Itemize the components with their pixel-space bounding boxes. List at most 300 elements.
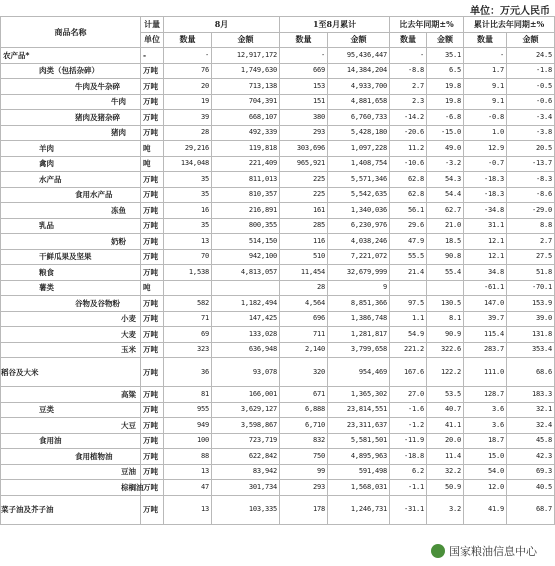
value-cell: 320 (280, 358, 328, 387)
table-row (1, 480, 555, 496)
value-cell: 5,428,180 (328, 125, 390, 141)
value-cell: 128.7 (464, 387, 507, 403)
value-cell: -1.1 (390, 480, 427, 496)
unit-cell: 万吨 (141, 418, 164, 434)
value-cell: 1,182,494 (212, 296, 280, 312)
table-row (1, 311, 555, 327)
value-cell: -6.8 (427, 110, 464, 126)
value-cell: 954,469 (328, 358, 390, 387)
commodity-name: 食用油 (1, 433, 141, 449)
unit-cell: 万吨 (141, 110, 164, 126)
value-cell: 54.9 (390, 327, 427, 343)
table-row (1, 172, 555, 188)
value-cell: -1.2 (390, 418, 427, 434)
value-cell: 4,895,963 (328, 449, 390, 465)
value-cell: - (164, 48, 212, 64)
value-cell: 99 (280, 464, 328, 480)
value-cell: 54.3 (427, 172, 464, 188)
value-cell: 116 (280, 234, 328, 250)
value-cell (390, 280, 427, 296)
table-row (1, 141, 555, 157)
value-cell: 811,013 (212, 172, 280, 188)
value-cell: 29,216 (164, 141, 212, 157)
value-cell: -18.8 (390, 449, 427, 465)
value-cell: 1,340,036 (328, 203, 390, 219)
unit-cell: 吨 (141, 141, 164, 157)
value-cell: 55.5 (390, 249, 427, 265)
value-cell: 1,568,031 (328, 480, 390, 496)
value-cell: -3.8 (507, 125, 555, 141)
value-cell: 62.8 (390, 187, 427, 203)
header-amt: 金额 (328, 32, 390, 48)
value-cell: 303,696 (280, 141, 328, 157)
table-row (1, 63, 555, 79)
value-cell: 81 (164, 387, 212, 403)
header-month: 8月 (164, 17, 280, 33)
commodity-name: 菜子油及芥子油 (1, 495, 141, 524)
commodity-name: 肉类（包括杂碎） (1, 63, 141, 79)
value-cell: 11.2 (390, 141, 427, 157)
value-cell: 16 (164, 203, 212, 219)
commodity-name: 豆油 (1, 464, 141, 480)
header-name: 商品名称 (1, 17, 141, 48)
value-cell: 6,760,733 (328, 110, 390, 126)
value-cell: 42.3 (507, 449, 555, 465)
value-cell: 1,281,817 (328, 327, 390, 343)
value-cell: 6,888 (280, 402, 328, 418)
value-cell: -13.7 (507, 156, 555, 172)
value-cell: 669 (280, 63, 328, 79)
value-cell: 221.2 (390, 342, 427, 358)
value-cell: 2.3 (390, 94, 427, 110)
value-cell: 40.5 (507, 480, 555, 496)
value-cell: 103,335 (212, 495, 280, 524)
unit-cell: 万吨 (141, 172, 164, 188)
value-cell: 39 (164, 110, 212, 126)
table-row (1, 249, 555, 265)
value-cell: 19 (164, 94, 212, 110)
value-cell: 4,038,246 (328, 234, 390, 250)
unit-cell: 万吨 (141, 311, 164, 327)
value-cell: 1.0 (464, 125, 507, 141)
commodity-name: 薯类 (1, 280, 141, 296)
value-cell: 6,710 (280, 418, 328, 434)
value-cell: 35 (164, 187, 212, 203)
value-cell: 3,799,658 (328, 342, 390, 358)
value-cell: 668,107 (212, 110, 280, 126)
table-row (1, 387, 555, 403)
value-cell: 122.2 (427, 358, 464, 387)
value-cell: 69 (164, 327, 212, 343)
table-row (1, 433, 555, 449)
value-cell: 12.9 (464, 141, 507, 157)
value-cell: 115.4 (464, 327, 507, 343)
value-cell: 2.7 (390, 79, 427, 95)
table-row (1, 48, 555, 64)
value-cell: 19.8 (427, 79, 464, 95)
value-cell: 35.1 (427, 48, 464, 64)
table-row (1, 125, 555, 141)
value-cell: 47.9 (390, 234, 427, 250)
value-cell: - (464, 48, 507, 64)
commodity-name: 干鲜瓜果及坚果 (1, 249, 141, 265)
commodity-name: 豆类 (1, 402, 141, 418)
header-qty: 数量 (464, 32, 507, 48)
value-cell: 591,498 (328, 464, 390, 480)
value-cell (212, 280, 280, 296)
value-cell: 21.0 (427, 218, 464, 234)
value-cell: 3.2 (427, 495, 464, 524)
value-cell: 9.1 (464, 94, 507, 110)
unit-cell: 万吨 (141, 327, 164, 343)
value-cell: 62.8 (390, 172, 427, 188)
unit-cell: 吨 (141, 156, 164, 172)
value-cell: 492,339 (212, 125, 280, 141)
table-row (1, 187, 555, 203)
commodity-name: 谷物及谷物粉 (1, 296, 141, 312)
value-cell: 11.4 (427, 449, 464, 465)
value-cell: -18.3 (464, 187, 507, 203)
value-cell: -1.6 (390, 402, 427, 418)
value-cell: 955 (164, 402, 212, 418)
header-amt: 金额 (427, 32, 464, 48)
table-row (1, 358, 555, 387)
value-cell: 293 (280, 480, 328, 496)
value-cell: 19.8 (427, 94, 464, 110)
value-cell: 2,140 (280, 342, 328, 358)
value-cell: 5,542,635 (328, 187, 390, 203)
table-row (1, 156, 555, 172)
header-unit-bottom: 单位 (141, 32, 164, 48)
value-cell: 8.1 (427, 311, 464, 327)
value-cell: 221,409 (212, 156, 280, 172)
value-cell: 9 (328, 280, 390, 296)
value-cell: -31.1 (390, 495, 427, 524)
value-cell: -3.4 (507, 110, 555, 126)
value-cell: 810,357 (212, 187, 280, 203)
header-ytd: 1至8月累计 (280, 17, 390, 33)
value-cell: 380 (280, 110, 328, 126)
header-ytd-yoy: 累计比去年同期±% (464, 17, 555, 33)
header-qty: 数量 (280, 32, 328, 48)
value-cell: 1,246,731 (328, 495, 390, 524)
value-cell: 183.3 (507, 387, 555, 403)
value-cell: 6.5 (427, 63, 464, 79)
value-cell: 8.8 (507, 218, 555, 234)
commodity-name: 大麦 (1, 327, 141, 343)
value-cell: 24.5 (507, 48, 555, 64)
unit-cell: 万吨 (141, 402, 164, 418)
value-cell: 711 (280, 327, 328, 343)
value-cell: 51.8 (507, 265, 555, 281)
value-cell: 696 (280, 311, 328, 327)
value-cell (427, 280, 464, 296)
value-cell: 1,097,228 (328, 141, 390, 157)
value-cell: -0.6 (507, 94, 555, 110)
value-cell: 54.0 (464, 464, 507, 480)
unit-cell: 万吨 (141, 495, 164, 524)
value-cell: - (280, 48, 328, 64)
value-cell: 5,581,501 (328, 433, 390, 449)
value-cell: 293 (280, 125, 328, 141)
header-amt: 金额 (212, 32, 280, 48)
commodity-name: 禽肉 (1, 156, 141, 172)
value-cell: 4,813,057 (212, 265, 280, 281)
value-cell: 7,221,072 (328, 249, 390, 265)
value-cell: 949 (164, 418, 212, 434)
value-cell: 20.5 (507, 141, 555, 157)
value-cell: -70.1 (507, 280, 555, 296)
value-cell: 54.4 (427, 187, 464, 203)
value-cell: 50.9 (427, 480, 464, 496)
value-cell: -20.6 (390, 125, 427, 141)
value-cell: 13 (164, 495, 212, 524)
unit-cell: 万吨 (141, 358, 164, 387)
commodity-name: 高粱 (1, 387, 141, 403)
value-cell: 130.5 (427, 296, 464, 312)
value-cell: 323 (164, 342, 212, 358)
value-cell: 62.7 (427, 203, 464, 219)
commodity-name: 猪肉及猪杂碎 (1, 110, 141, 126)
value-cell: 510 (280, 249, 328, 265)
value-cell: 32.2 (427, 464, 464, 480)
value-cell: 21.4 (390, 265, 427, 281)
value-cell: 35 (164, 218, 212, 234)
table-row (1, 464, 555, 480)
value-cell: -0.7 (464, 156, 507, 172)
value-cell: 1.1 (390, 311, 427, 327)
table-row (1, 218, 555, 234)
value-cell: 13 (164, 234, 212, 250)
value-cell: 225 (280, 187, 328, 203)
table-row (1, 265, 555, 281)
value-cell: 671 (280, 387, 328, 403)
wechat-logo-icon (431, 544, 445, 558)
watermark (428, 542, 540, 560)
value-cell: 90.8 (427, 249, 464, 265)
commodity-name: 玉米 (1, 342, 141, 358)
value-cell (164, 280, 212, 296)
value-cell: 12.0 (464, 480, 507, 496)
value-cell: 3.6 (464, 402, 507, 418)
table-row (1, 342, 555, 358)
commodity-table (0, 16, 555, 525)
value-cell: 39.0 (507, 311, 555, 327)
table-row (1, 296, 555, 312)
value-cell: 166,001 (212, 387, 280, 403)
value-cell: 14,384,204 (328, 63, 390, 79)
unit-cell: 万吨 (141, 203, 164, 219)
unit-cell: 万吨 (141, 94, 164, 110)
value-cell: 832 (280, 433, 328, 449)
unit-cell: - (141, 48, 164, 64)
value-cell: -0.5 (507, 79, 555, 95)
value-cell: 1,386,748 (328, 311, 390, 327)
value-cell: 39.7 (464, 311, 507, 327)
value-cell: 34.8 (464, 265, 507, 281)
value-cell: 47 (164, 480, 212, 496)
table-row (1, 280, 555, 296)
table-row (1, 495, 555, 524)
value-cell: 153 (280, 79, 328, 95)
value-cell: - (390, 48, 427, 64)
value-cell: 20.0 (427, 433, 464, 449)
unit-cell: 万吨 (141, 433, 164, 449)
value-cell: 119,818 (212, 141, 280, 157)
header-qty: 数量 (164, 32, 212, 48)
value-cell: 29.6 (390, 218, 427, 234)
value-cell: 93,078 (212, 358, 280, 387)
value-cell: 55.4 (427, 265, 464, 281)
commodity-name: 食用水产品 (1, 187, 141, 203)
value-cell: -61.1 (464, 280, 507, 296)
table-row (1, 418, 555, 434)
watermark-text: 国家粮油信息中心 (449, 545, 537, 558)
value-cell: 147.0 (464, 296, 507, 312)
value-cell: 965,921 (280, 156, 328, 172)
value-cell: 723,719 (212, 433, 280, 449)
value-cell: 301,734 (212, 480, 280, 496)
value-cell: 134,048 (164, 156, 212, 172)
value-cell: 13 (164, 464, 212, 480)
value-cell: 41.1 (427, 418, 464, 434)
table-row (1, 110, 555, 126)
value-cell: 18.7 (464, 433, 507, 449)
value-cell: 45.8 (507, 433, 555, 449)
value-cell: 100 (164, 433, 212, 449)
header-qty: 数量 (390, 32, 427, 48)
value-cell: 178 (280, 495, 328, 524)
unit-cell: 吨 (141, 280, 164, 296)
value-cell: 111.0 (464, 358, 507, 387)
unit-cell: 万吨 (141, 464, 164, 480)
unit-cell: 万吨 (141, 449, 164, 465)
value-cell: 28 (164, 125, 212, 141)
value-cell: -3.2 (427, 156, 464, 172)
value-cell: 35 (164, 172, 212, 188)
value-cell: -10.6 (390, 156, 427, 172)
table-row (1, 327, 555, 343)
value-cell: 97.5 (390, 296, 427, 312)
value-cell: -0.8 (464, 110, 507, 126)
unit-cell: 万吨 (141, 265, 164, 281)
value-cell: 23,311,637 (328, 418, 390, 434)
value-cell: 147,425 (212, 311, 280, 327)
value-cell: 76 (164, 63, 212, 79)
unit-cell: 万吨 (141, 63, 164, 79)
value-cell: 153.9 (507, 296, 555, 312)
unit-cell: 万吨 (141, 296, 164, 312)
value-cell: 49.0 (427, 141, 464, 157)
commodity-name: 农产品* (1, 48, 141, 64)
value-cell: 68.7 (507, 495, 555, 524)
value-cell: -14.2 (390, 110, 427, 126)
value-cell: 3,598,867 (212, 418, 280, 434)
value-cell: -8.8 (390, 63, 427, 79)
table-body (1, 48, 555, 525)
value-cell: 133,028 (212, 327, 280, 343)
value-cell: 750 (280, 449, 328, 465)
commodity-name: 粮食 (1, 265, 141, 281)
value-cell: 12.1 (464, 234, 507, 250)
value-cell: 15.0 (464, 449, 507, 465)
value-cell: -1.8 (507, 63, 555, 79)
unit-cell: 万吨 (141, 480, 164, 496)
value-cell: 20 (164, 79, 212, 95)
commodity-name: 猪肉 (1, 125, 141, 141)
table-row (1, 94, 555, 110)
unit-cell: 万吨 (141, 249, 164, 265)
value-cell: 71 (164, 311, 212, 327)
value-cell: 9.1 (464, 79, 507, 95)
table-row (1, 449, 555, 465)
value-cell: 41.9 (464, 495, 507, 524)
value-cell: 40.7 (427, 402, 464, 418)
value-cell: 3,629,127 (212, 402, 280, 418)
value-cell: 4,564 (280, 296, 328, 312)
value-cell: 5,571,346 (328, 172, 390, 188)
commodity-name: 乳品 (1, 218, 141, 234)
value-cell: 8,851,366 (328, 296, 390, 312)
commodity-name: 羊肉 (1, 141, 141, 157)
value-cell: 4,881,658 (328, 94, 390, 110)
value-cell: 622,842 (212, 449, 280, 465)
unit-cell: 万吨 (141, 218, 164, 234)
commodity-name: 大豆 (1, 418, 141, 434)
unit-cell: 万吨 (141, 79, 164, 95)
value-cell: 6.2 (390, 464, 427, 480)
value-cell: 161 (280, 203, 328, 219)
value-cell: 704,391 (212, 94, 280, 110)
value-cell: 285 (280, 218, 328, 234)
value-cell: 27.0 (390, 387, 427, 403)
commodity-name: 牛肉 (1, 94, 141, 110)
value-cell: 3.6 (464, 418, 507, 434)
value-cell: 12,917,172 (212, 48, 280, 64)
commodity-name: 奶粉 (1, 234, 141, 250)
value-cell: 713,138 (212, 79, 280, 95)
table-row (1, 402, 555, 418)
value-cell: 31.1 (464, 218, 507, 234)
value-cell: 582 (164, 296, 212, 312)
header-amt: 金额 (507, 32, 555, 48)
unit-cell: 万吨 (141, 234, 164, 250)
value-cell: 225 (280, 172, 328, 188)
commodity-name: 食用植物油 (1, 449, 141, 465)
value-cell: 95,436,447 (328, 48, 390, 64)
value-cell: 36 (164, 358, 212, 387)
value-cell: 1,365,302 (328, 387, 390, 403)
value-cell: -34.8 (464, 203, 507, 219)
unit-cell: 万吨 (141, 342, 164, 358)
value-cell: 151 (280, 94, 328, 110)
value-cell: 167.6 (390, 358, 427, 387)
value-cell: 12.1 (464, 249, 507, 265)
commodity-name: 水产品 (1, 172, 141, 188)
value-cell: 1,749,630 (212, 63, 280, 79)
value-cell: 68.6 (507, 358, 555, 387)
value-cell: 6,230,976 (328, 218, 390, 234)
commodity-name: 牛肉及牛杂碎 (1, 79, 141, 95)
value-cell: 2.7 (507, 234, 555, 250)
value-cell: 32.4 (507, 418, 555, 434)
header-yoy: 比去年同期±% (390, 17, 464, 33)
value-cell: 28 (280, 280, 328, 296)
value-cell: 1,538 (164, 265, 212, 281)
value-cell: 88 (164, 449, 212, 465)
table-row (1, 203, 555, 219)
value-cell: -8.6 (507, 187, 555, 203)
